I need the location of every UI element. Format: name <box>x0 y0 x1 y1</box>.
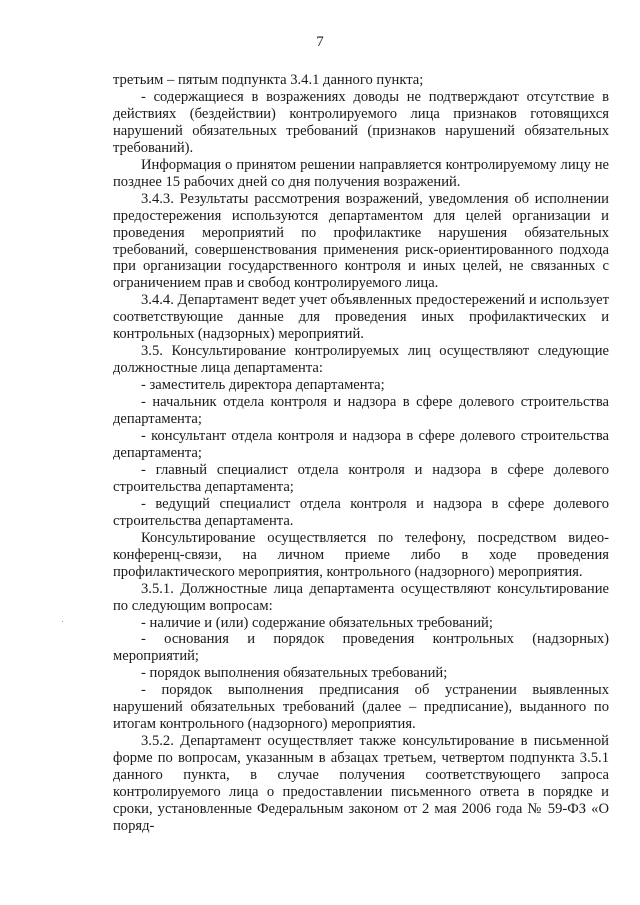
list-item: - основания и порядок проведения контрольных (надзорных) мероприятий; <box>113 631 609 665</box>
paragraph: 3.5.2. Департамент осуществляет также консультирование в письменной форме по вопросам, указанным в абзацах третьем, четвертом подпункта 3.5.1 данного пункта, в случае получения соответствующего запроса контролируемого лица о предоставлении письменного ответа в порядке и сроки, установленные Федеральным законом от 2 мая 2006 года № 59-ФЗ «О поряд- <box>113 733 609 834</box>
paragraph: - содержащиеся в возражениях доводы не подтверждают отсутствие в действиях (бездействии) контролируемого лица признаков готовящихся нарушений обязательных требований (признаков нарушений обязательных требований). <box>113 88 609 156</box>
paragraph: 3.5.1. Должностные лица департамента осуществляют консультирование по следующим вопросам: <box>113 580 609 614</box>
page-number: 7 <box>316 34 324 50</box>
scan-mark <box>62 621 63 622</box>
list-item: - заместитель директора департамента; <box>141 377 385 394</box>
paragraph: 3.4.4. Департамент ведет учет объявленных предостережений и использует соответствующие данные для проведения иных профилактических и контрольных (надзорных) мероприятий. <box>113 292 609 343</box>
paragraph: Консультирование осуществляется по телефону, посредством видео-конференц-связи, на личном приеме либо в ходе проведения профилактического мероприятия, контрольного (надзорного) мероприятия. <box>113 529 609 580</box>
list-item: - порядок выполнения предписания об устранении выявленных нарушений обязательных требований (далее – предписание), выданного по итогам контрольного (надзорного) мероприятия. <box>113 682 609 733</box>
paragraph: 3.5. Консультирование контролируемых лиц осуществляют следующие должностные лица департамента: <box>113 343 609 377</box>
list-item: - начальник отдела контроля и надзора в сфере долевого строительства департамента; <box>113 394 609 428</box>
list-item: - ведущий специалист отдела контроля и надзора в сфере долевого строительства департамента. <box>113 495 609 529</box>
list-item: - наличие и (или) содержание обязательных требований; <box>141 614 493 631</box>
document-body <box>113 72 609 835</box>
list-item: - главный специалист отдела контроля и надзора в сфере долевого строительства департамента; <box>113 461 609 495</box>
list-item: - консультант отдела контроля и надзора в сфере долевого строительства департамента; <box>113 428 609 461</box>
paragraph: Информация о принятом решении направляется контролируемому лицу не позднее 15 рабочих дней со дня получения возражений. <box>113 156 609 190</box>
paragraph: третьим – пятым подпункта 3.4.1 данного пункта; <box>113 72 424 88</box>
paragraph: 3.4.3. Результаты рассмотрения возражений, уведомления об исполнении предостережения используются департаментом для целей организации и проведения мероприятий по профилактике нарушения обязательных требований, совершенствования применения риск-ориентированного подхода при организации государственного контроля и иных целей, не связанных с ограничением прав и свобод контролируемого лица. <box>113 190 609 292</box>
list-item: - порядок выполнения обязательных требований; <box>141 665 448 682</box>
